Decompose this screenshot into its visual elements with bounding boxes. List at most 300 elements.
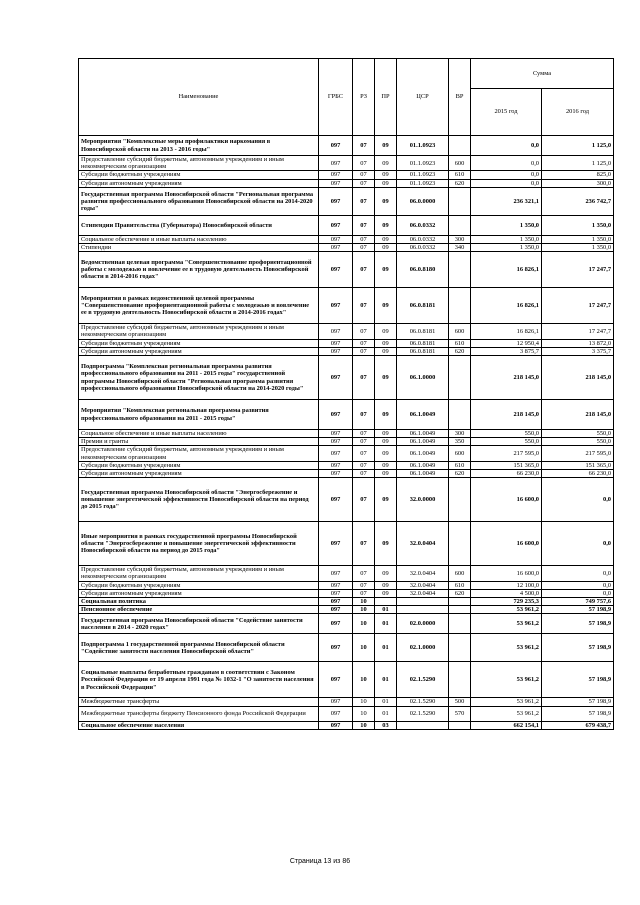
row-csr-cell: 32.0.0404 — [397, 581, 449, 589]
row-csr-cell: 06.0.8181 — [397, 324, 449, 339]
row-csr-cell: 32.0.0404 — [397, 566, 449, 581]
row-grbs-cell: 097 — [319, 347, 353, 355]
row-sum-2016-cell: 550,0 — [542, 430, 614, 438]
row-name-cell: Субсидии бюджетным учреждениям — [79, 461, 319, 469]
row-csr-cell: 32.0.0404 — [397, 522, 449, 566]
row-vr-cell — [449, 136, 471, 156]
row-name-cell: Субсидии бюджетным учреждениям — [79, 581, 319, 589]
row-sum-2015-cell: 12 100,0 — [471, 581, 542, 589]
row-rz-cell: 10 — [353, 706, 375, 721]
row-grbs-cell: 097 — [319, 156, 353, 171]
row-csr-cell: 01.1.0923 — [397, 156, 449, 171]
row-grbs-cell: 097 — [319, 461, 353, 469]
row-sum-2016-cell: 17 247,7 — [542, 324, 614, 339]
row-grbs-cell: 097 — [319, 288, 353, 324]
row-pr-cell: 01 — [375, 706, 397, 721]
table-row — [79, 721, 614, 729]
row-sum-2016-cell: 1 350,0 — [542, 215, 614, 235]
row-csr-cell: 06.0.8181 — [397, 288, 449, 324]
table-row — [79, 589, 614, 597]
table-row — [79, 252, 614, 288]
table-row — [79, 187, 614, 215]
row-rz-cell: 07 — [353, 356, 375, 400]
row-sum-2015-cell: 218 145,0 — [471, 400, 542, 430]
row-rz-cell: 07 — [353, 566, 375, 581]
row-sum-2015-cell: 217 595,0 — [471, 446, 542, 461]
row-name-cell: Предоставление субсидий бюджетным, автономным учреждениям и иным некоммерческим организациям — [79, 566, 319, 581]
row-rz-cell: 07 — [353, 589, 375, 597]
row-name-cell: Государственная программа Новосибирской области "Региональная программа развития профессионального образования Новосибирской области на 2014-2020 годы" — [79, 187, 319, 215]
row-vr-cell: 570 — [449, 706, 471, 721]
row-sum-2015-cell: 662 154,1 — [471, 721, 542, 729]
row-grbs-cell: 097 — [319, 614, 353, 634]
row-grbs-cell: 097 — [319, 589, 353, 597]
row-vr-cell — [449, 606, 471, 614]
row-csr-cell: 02.1.0000 — [397, 634, 449, 662]
row-name-cell: Субсидии автономным учреждениям — [79, 179, 319, 187]
row-csr-cell: 02.1.5290 — [397, 706, 449, 721]
row-sum-2016-cell: 218 145,0 — [542, 400, 614, 430]
row-name-cell: Предоставление субсидий бюджетным, автономным учреждениям и иным некоммерческим организациям — [79, 446, 319, 461]
table-row — [79, 215, 614, 235]
row-sum-2016-cell: 0,0 — [542, 522, 614, 566]
row-grbs-cell: 097 — [319, 598, 353, 606]
row-rz-cell: 07 — [353, 187, 375, 215]
row-name-cell: Стипендии — [79, 244, 319, 252]
row-pr-cell: 09 — [375, 478, 397, 522]
table-row — [79, 324, 614, 339]
row-grbs-cell: 097 — [319, 171, 353, 179]
row-sum-2015-cell: 550,0 — [471, 438, 542, 446]
row-csr-cell: 32.0.0000 — [397, 478, 449, 522]
row-csr-cell — [397, 598, 449, 606]
row-sum-2015-cell: 16 826,1 — [471, 324, 542, 339]
row-grbs-cell: 097 — [319, 566, 353, 581]
row-sum-2015-cell: 53 961,2 — [471, 662, 542, 698]
row-grbs-cell: 097 — [319, 339, 353, 347]
table-row — [79, 136, 614, 156]
row-sum-2015-cell: 550,0 — [471, 430, 542, 438]
row-sum-2016-cell: 57 198,9 — [542, 698, 614, 706]
header-vr: ВР — [449, 59, 471, 136]
row-sum-2016-cell: 0,0 — [542, 478, 614, 522]
row-rz-cell: 07 — [353, 430, 375, 438]
row-vr-cell: 600 — [449, 446, 471, 461]
row-sum-2015-cell: 16 826,1 — [471, 252, 542, 288]
row-rz-cell: 07 — [353, 324, 375, 339]
row-sum-2015-cell: 151 365,0 — [471, 461, 542, 469]
table-row — [79, 235, 614, 243]
row-vr-cell — [449, 288, 471, 324]
row-sum-2016-cell: 66 230,0 — [542, 470, 614, 478]
row-rz-cell: 07 — [353, 478, 375, 522]
row-name-cell: Предоставление субсидий бюджетным, автономным учреждениям и иным некоммерческим организациям — [79, 156, 319, 171]
table-row — [79, 470, 614, 478]
row-csr-cell: 02.1.5290 — [397, 698, 449, 706]
row-vr-cell: 500 — [449, 698, 471, 706]
row-name-cell: Премии и гранты — [79, 438, 319, 446]
row-csr-cell: 01.1.0923 — [397, 171, 449, 179]
row-grbs-cell: 097 — [319, 235, 353, 243]
row-vr-cell — [449, 598, 471, 606]
row-csr-cell: 02.1.5290 — [397, 662, 449, 698]
row-rz-cell: 10 — [353, 606, 375, 614]
row-vr-cell — [449, 252, 471, 288]
table-row — [79, 461, 614, 469]
row-sum-2015-cell: 236 321,1 — [471, 187, 542, 215]
row-sum-2016-cell: 17 247,7 — [542, 288, 614, 324]
row-grbs-cell: 097 — [319, 215, 353, 235]
row-csr-cell: 06.1.0049 — [397, 461, 449, 469]
row-vr-cell — [449, 522, 471, 566]
row-rz-cell: 07 — [353, 522, 375, 566]
table-row — [79, 566, 614, 581]
table-row — [79, 581, 614, 589]
row-grbs-cell: 097 — [319, 662, 353, 698]
row-grbs-cell: 097 — [319, 400, 353, 430]
budget-table — [78, 58, 614, 730]
row-vr-cell: 600 — [449, 566, 471, 581]
row-sum-2016-cell: 57 198,9 — [542, 614, 614, 634]
row-rz-cell: 07 — [353, 339, 375, 347]
table-row — [79, 156, 614, 171]
row-rz-cell: 10 — [353, 614, 375, 634]
row-grbs-cell: 097 — [319, 136, 353, 156]
row-sum-2015-cell: 16 826,1 — [471, 288, 542, 324]
row-rz-cell: 07 — [353, 235, 375, 243]
table-row — [79, 339, 614, 347]
row-pr-cell: 09 — [375, 156, 397, 171]
row-vr-cell: 610 — [449, 581, 471, 589]
row-pr-cell: 09 — [375, 171, 397, 179]
row-rz-cell: 07 — [353, 171, 375, 179]
table-row — [79, 706, 614, 721]
row-grbs-cell: 097 — [319, 721, 353, 729]
row-sum-2015-cell: 16 600,0 — [471, 522, 542, 566]
row-name-cell: Подпрограмма "Комплексная региональная программа развития профессионального образования на 2011 - 2015 годы" государственной программы Новосибирской области "Региональная программа развития профессионального образования Новосибирской области на 2014-2020 годы" — [79, 356, 319, 400]
row-sum-2016-cell: 151 365,0 — [542, 461, 614, 469]
row-pr-cell: 09 — [375, 356, 397, 400]
row-csr-cell: 06.0.0332 — [397, 235, 449, 243]
row-sum-2015-cell: 1 350,0 — [471, 244, 542, 252]
table-row — [79, 606, 614, 614]
row-rz-cell: 10 — [353, 598, 375, 606]
row-name-cell: Субсидии автономным учреждениям — [79, 589, 319, 597]
table-row — [79, 698, 614, 706]
row-sum-2015-cell: 53 961,2 — [471, 614, 542, 634]
row-pr-cell: 09 — [375, 566, 397, 581]
row-pr-cell: 09 — [375, 461, 397, 469]
row-csr-cell: 06.0.0332 — [397, 215, 449, 235]
row-sum-2016-cell: 1 125,0 — [542, 156, 614, 171]
header-rz: РЗ — [353, 59, 375, 136]
row-name-cell: Межбюджетные трансферты бюджету Пенсионного фонда Российской Федерации — [79, 706, 319, 721]
header-2015: 2015 год — [471, 89, 542, 136]
row-sum-2016-cell: 57 198,9 — [542, 606, 614, 614]
row-grbs-cell: 097 — [319, 252, 353, 288]
row-rz-cell: 07 — [353, 446, 375, 461]
row-name-cell: Подпрограмма 1 государственной программы Новосибирской области "Содействие занятости населения Новосибирской области" — [79, 634, 319, 662]
row-sum-2016-cell: 3 375,7 — [542, 347, 614, 355]
row-rz-cell: 07 — [353, 581, 375, 589]
header-sum: Сумма — [471, 59, 614, 89]
table-row — [79, 430, 614, 438]
row-sum-2015-cell: 53 961,2 — [471, 698, 542, 706]
row-pr-cell: 09 — [375, 324, 397, 339]
row-grbs-cell: 097 — [319, 356, 353, 400]
row-csr-cell: 06.0.8181 — [397, 339, 449, 347]
row-pr-cell: 09 — [375, 581, 397, 589]
row-pr-cell: 09 — [375, 136, 397, 156]
row-vr-cell: 300 — [449, 430, 471, 438]
row-sum-2016-cell: 57 198,9 — [542, 662, 614, 698]
row-vr-cell — [449, 187, 471, 215]
row-rz-cell: 07 — [353, 470, 375, 478]
row-grbs-cell: 097 — [319, 698, 353, 706]
row-name-cell: Пенсионное обеспечение — [79, 606, 319, 614]
row-grbs-cell: 097 — [319, 478, 353, 522]
row-vr-cell: 620 — [449, 589, 471, 597]
row-pr-cell: 09 — [375, 235, 397, 243]
row-rz-cell: 10 — [353, 634, 375, 662]
row-name-cell: Государственная программа Новосибирской области "Энергосбережение и повышение энергетической эффективности Новосибирской области на период до 2015 года" — [79, 478, 319, 522]
table-row — [79, 288, 614, 324]
row-sum-2015-cell: 0,0 — [471, 179, 542, 187]
row-pr-cell: 09 — [375, 244, 397, 252]
row-csr-cell: 02.0.0000 — [397, 614, 449, 634]
row-sum-2015-cell: 53 961,2 — [471, 606, 542, 614]
row-sum-2015-cell: 4 500,0 — [471, 589, 542, 597]
row-vr-cell: 610 — [449, 171, 471, 179]
row-vr-cell — [449, 721, 471, 729]
row-name-cell: Субсидии автономным учреждениям — [79, 347, 319, 355]
table-row — [79, 347, 614, 355]
header-grbs: ГРБС — [319, 59, 353, 136]
table-row — [79, 478, 614, 522]
row-name-cell: Социальное обеспечение населения — [79, 721, 319, 729]
row-name-cell: Субсидии бюджетным учреждениям — [79, 339, 319, 347]
row-rz-cell: 07 — [353, 438, 375, 446]
row-grbs-cell: 097 — [319, 430, 353, 438]
row-vr-cell — [449, 356, 471, 400]
row-pr-cell: 09 — [375, 179, 397, 187]
row-grbs-cell: 097 — [319, 446, 353, 461]
row-csr-cell: 01.1.0923 — [397, 179, 449, 187]
table-row — [79, 446, 614, 461]
row-name-cell: Стипендии Правительства (Губернатора) Новосибирской области — [79, 215, 319, 235]
row-grbs-cell: 097 — [319, 706, 353, 721]
table-row — [79, 522, 614, 566]
row-rz-cell: 07 — [353, 288, 375, 324]
row-csr-cell: 06.0.8180 — [397, 252, 449, 288]
header-csr: ЦСР — [397, 59, 449, 136]
row-csr-cell: 06.1.0049 — [397, 438, 449, 446]
row-pr-cell: 09 — [375, 400, 397, 430]
row-sum-2015-cell: 3 875,7 — [471, 347, 542, 355]
row-name-cell: Государственная программа Новосибирской области "Содействие занятости населения в 2014 - 2020 годах" — [79, 614, 319, 634]
row-pr-cell: 09 — [375, 347, 397, 355]
row-sum-2016-cell: 749 757,6 — [542, 598, 614, 606]
row-csr-cell: 06.0.0000 — [397, 187, 449, 215]
row-sum-2016-cell: 1 350,0 — [542, 235, 614, 243]
row-name-cell: Социальная политика — [79, 598, 319, 606]
row-pr-cell: 01 — [375, 634, 397, 662]
row-csr-cell — [397, 606, 449, 614]
table-row — [79, 614, 614, 634]
row-grbs-cell: 097 — [319, 324, 353, 339]
row-sum-2016-cell: 17 247,7 — [542, 252, 614, 288]
row-csr-cell: 01.1.0923 — [397, 136, 449, 156]
row-pr-cell: 09 — [375, 252, 397, 288]
row-sum-2015-cell: 0,0 — [471, 156, 542, 171]
row-grbs-cell: 097 — [319, 606, 353, 614]
table-row — [79, 179, 614, 187]
table-row — [79, 598, 614, 606]
row-sum-2015-cell: 53 961,2 — [471, 634, 542, 662]
row-sum-2016-cell: 57 198,9 — [542, 706, 614, 721]
row-name-cell: Субсидии бюджетным учреждениям — [79, 171, 319, 179]
header-2016: 2016 год — [542, 89, 614, 136]
row-rz-cell: 07 — [353, 400, 375, 430]
row-pr-cell: 03 — [375, 721, 397, 729]
row-grbs-cell: 097 — [319, 522, 353, 566]
row-rz-cell: 07 — [353, 252, 375, 288]
header-name: Наименование — [79, 59, 319, 136]
row-pr-cell: 09 — [375, 470, 397, 478]
row-pr-cell: 09 — [375, 430, 397, 438]
row-sum-2016-cell: 1 350,0 — [542, 244, 614, 252]
row-sum-2016-cell: 0,0 — [542, 566, 614, 581]
row-pr-cell: 09 — [375, 187, 397, 215]
table-row — [79, 438, 614, 446]
row-name-cell: Мероприятия "Комплексные меры профилактики наркомания в Новосибирской области на 2013 - 2016 годы" — [79, 136, 319, 156]
row-sum-2015-cell: 66 230,0 — [471, 470, 542, 478]
row-pr-cell: 01 — [375, 606, 397, 614]
row-pr-cell: 09 — [375, 522, 397, 566]
row-grbs-cell: 097 — [319, 244, 353, 252]
row-grbs-cell: 097 — [319, 179, 353, 187]
row-vr-cell — [449, 400, 471, 430]
row-vr-cell — [449, 215, 471, 235]
table-row — [79, 634, 614, 662]
row-csr-cell: 06.1.0049 — [397, 470, 449, 478]
row-sum-2016-cell: 550,0 — [542, 438, 614, 446]
row-grbs-cell: 097 — [319, 470, 353, 478]
row-sum-2016-cell: 1 125,0 — [542, 136, 614, 156]
row-vr-cell: 610 — [449, 339, 471, 347]
row-vr-cell — [449, 614, 471, 634]
page-footer: Страница 13 из 86 — [289, 858, 351, 865]
table-row — [79, 662, 614, 698]
row-vr-cell: 610 — [449, 461, 471, 469]
row-csr-cell: 06.1.0049 — [397, 430, 449, 438]
row-sum-2016-cell: 300,0 — [542, 179, 614, 187]
row-sum-2016-cell: 217 595,0 — [542, 446, 614, 461]
row-name-cell: Социальное обеспечение и иные выплаты населению — [79, 235, 319, 243]
row-grbs-cell: 097 — [319, 634, 353, 662]
row-sum-2015-cell: 16 600,0 — [471, 478, 542, 522]
row-csr-cell: 32.0.0404 — [397, 589, 449, 597]
table-row — [79, 171, 614, 179]
row-rz-cell: 07 — [353, 156, 375, 171]
row-sum-2016-cell: 57 198,9 — [542, 634, 614, 662]
table-header — [79, 59, 614, 136]
row-rz-cell: 07 — [353, 244, 375, 252]
row-vr-cell: 600 — [449, 156, 471, 171]
row-sum-2015-cell: 0,0 — [471, 136, 542, 156]
row-rz-cell: 10 — [353, 662, 375, 698]
row-sum-2016-cell: 679 438,7 — [542, 721, 614, 729]
row-name-cell: Субсидии автономным учреждениям — [79, 470, 319, 478]
row-sum-2015-cell: 0,0 — [471, 171, 542, 179]
row-name-cell: Ведомственная целевая программа "Совершенствование профориентационной работы с молодежью и вовлечение ее в трудовую деятельность Новосибирской области в 2014-2016 годах" — [79, 252, 319, 288]
row-sum-2015-cell: 12 950,4 — [471, 339, 542, 347]
row-vr-cell: 300 — [449, 235, 471, 243]
row-sum-2015-cell: 16 600,0 — [471, 566, 542, 581]
row-grbs-cell: 097 — [319, 438, 353, 446]
row-vr-cell: 340 — [449, 244, 471, 252]
row-rz-cell: 10 — [353, 698, 375, 706]
row-sum-2016-cell: 236 742,7 — [542, 187, 614, 215]
row-sum-2016-cell: 13 872,0 — [542, 339, 614, 347]
row-name-cell: Социальные выплаты безработным гражданам в соответствии с Законом Российской Федерации от 19 апреля 1991 года № 1032-1 "О занятости населения в Российской Федерации" — [79, 662, 319, 698]
row-csr-cell: 06.1.0049 — [397, 446, 449, 461]
row-grbs-cell: 097 — [319, 581, 353, 589]
table-row — [79, 356, 614, 400]
row-vr-cell — [449, 662, 471, 698]
row-rz-cell: 07 — [353, 179, 375, 187]
row-csr-cell: 06.1.0049 — [397, 400, 449, 430]
row-csr-cell: 06.0.0332 — [397, 244, 449, 252]
row-vr-cell — [449, 634, 471, 662]
row-name-cell: Мероприятия "Комплексная региональная программа развития профессионального образования на 2011 - 2015 годы" — [79, 400, 319, 430]
row-name-cell: Иные мероприятия в рамках государственной программы Новосибирской области "Энергосбережение и повышение энергетической эффективности Новосибирской области на период до 2015 года" — [79, 522, 319, 566]
row-sum-2015-cell: 729 235,3 — [471, 598, 542, 606]
table-row — [79, 400, 614, 430]
row-sum-2015-cell: 218 145,0 — [471, 356, 542, 400]
row-pr-cell: 09 — [375, 446, 397, 461]
row-pr-cell: 09 — [375, 589, 397, 597]
row-pr-cell: 09 — [375, 288, 397, 324]
table-body — [79, 136, 614, 730]
row-vr-cell: 620 — [449, 347, 471, 355]
row-csr-cell: 06.1.0000 — [397, 356, 449, 400]
row-csr-cell — [397, 721, 449, 729]
row-name-cell: Социальное обеспечение и иные выплаты населению — [79, 430, 319, 438]
row-vr-cell: 620 — [449, 470, 471, 478]
budget-document — [78, 58, 613, 730]
row-vr-cell: 350 — [449, 438, 471, 446]
row-pr-cell: 09 — [375, 339, 397, 347]
row-pr-cell: 01 — [375, 698, 397, 706]
row-sum-2016-cell: 825,0 — [542, 171, 614, 179]
row-sum-2015-cell: 1 350,0 — [471, 235, 542, 243]
row-name-cell: Мероприятия в рамках ведомственной целевой программы "Совершенствование профориентационной работы с молодежью и вовлечение ее в трудовую деятельность Новосибирской области в 2014-2016 годах" — [79, 288, 319, 324]
row-pr-cell — [375, 598, 397, 606]
row-name-cell: Межбюджетные трансферты — [79, 698, 319, 706]
row-vr-cell: 620 — [449, 179, 471, 187]
table-row — [79, 244, 614, 252]
row-name-cell: Предоставление субсидий бюджетным, автономным учреждениям и иным некоммерческим организациям — [79, 324, 319, 339]
header-pr: ПР — [375, 59, 397, 136]
row-csr-cell: 06.0.8181 — [397, 347, 449, 355]
row-rz-cell: 07 — [353, 136, 375, 156]
row-grbs-cell: 097 — [319, 187, 353, 215]
row-pr-cell: 01 — [375, 662, 397, 698]
row-rz-cell: 07 — [353, 215, 375, 235]
row-sum-2015-cell: 1 350,0 — [471, 215, 542, 235]
row-pr-cell: 01 — [375, 614, 397, 634]
